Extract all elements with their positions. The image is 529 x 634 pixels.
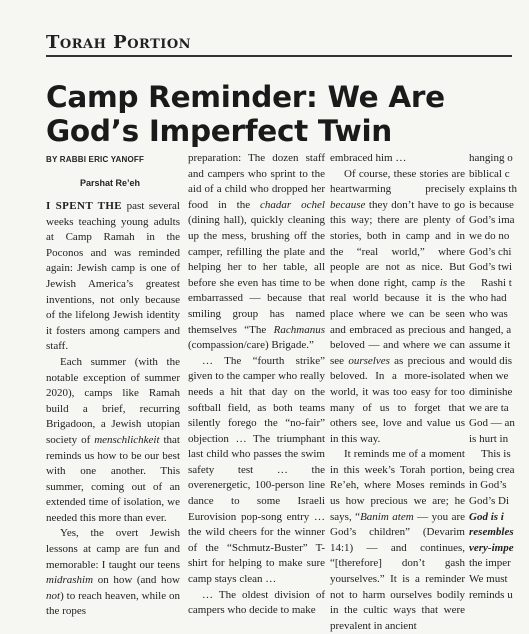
paragraph	[469, 541, 529, 557]
paragraph	[469, 291, 529, 307]
paragraph	[469, 510, 529, 526]
italic-run: God is i	[469, 510, 504, 523]
article-column-2	[188, 151, 325, 617]
text-run: (compassion/care) Brigade.”	[188, 339, 314, 352]
text-run: would dis	[469, 354, 513, 367]
text-run: God — an	[469, 417, 515, 430]
text-run: God’s chi	[469, 245, 512, 258]
paragraph	[469, 447, 529, 463]
article-column-4	[469, 151, 529, 601]
paragraph	[469, 260, 529, 276]
paragraph	[469, 494, 529, 510]
paragraph	[46, 526, 180, 620]
text-run: (dining hall), quickly cleaning up the mess, brushing off the camper, refilling the plate and helping her to her table, all before she even has time to be embarrassed — because that smiling group has named themselves “The	[188, 214, 325, 336]
text-run: Yes, the overt Jewish lessons at camp are fun and memorable: I taught our teens	[46, 527, 180, 571]
text-run: is because	[469, 198, 514, 211]
italic-run: resembles	[469, 526, 514, 539]
article-column-1	[46, 199, 180, 618]
headline: Camp Reminder: We Are God’s Imperfect Twin	[46, 80, 445, 148]
text-run: we do no	[469, 229, 510, 242]
text-run: who had	[469, 292, 507, 305]
paragraph	[469, 401, 529, 417]
paragraph	[330, 151, 465, 167]
italic-run: very-impe	[469, 541, 514, 554]
text-run: as precious and beloved. In a more-isolated world, it was too easy for too many of us to forget that others see, love and value us in this way.	[330, 354, 466, 445]
italic-run: Banim atem	[360, 510, 414, 523]
paragraph	[469, 213, 529, 229]
italic-run: because	[330, 198, 366, 211]
kicker-rule	[46, 55, 512, 57]
text-run: being crea	[469, 463, 515, 476]
text-run: hanging o	[469, 152, 513, 164]
text-run: embraced him …	[330, 152, 407, 164]
paragraph	[469, 229, 529, 245]
italic-run: not	[46, 589, 61, 602]
paragraph	[469, 385, 529, 401]
text-run: on how (and how	[93, 574, 180, 587]
lead-in: I SPENT THE	[46, 200, 123, 212]
text-run: the real world because it is the place where we can be seen and embraced as precious and beloved — and where we can see	[330, 276, 465, 367]
text-run: we are ta	[469, 401, 509, 414]
text-run: … The oldest division of campers who decide to make	[188, 588, 325, 617]
text-run: We must	[469, 573, 508, 586]
paragraph	[46, 355, 180, 527]
paragraph	[469, 323, 529, 339]
text-run: This is	[481, 448, 511, 461]
paragraph	[469, 432, 529, 448]
text-run: hanged, a	[469, 323, 512, 336]
paragraph	[469, 276, 529, 292]
paragraph	[469, 307, 529, 323]
text-run: preparation: The dozen staff and campers who sprint to the aid of a child who dropped her food in the	[188, 152, 325, 211]
paragraph	[469, 369, 529, 385]
text-run: is hurt in	[469, 432, 509, 445]
text-run: … The “fourth strike” given to the camper who really needs a hit that day on the softball field, as both teams silently forego the “no-fair” objection … The triumphant last child who passes the swim safety test … the overenergetic, 100-person line dance to some Israeli Eurovision pop-song entry … the wild cheers for the winner of the “Schmutz-Buster” T-shirt for helping to make sure camp stays clean …	[188, 354, 325, 586]
paragraph	[330, 167, 465, 448]
text-run: assume it	[469, 339, 511, 352]
paragraph	[469, 478, 529, 494]
text-run: ) to reach heaven, while on the ropes	[46, 589, 180, 618]
italic-run: ourselves	[348, 354, 390, 367]
text-run: explains th	[469, 183, 517, 196]
text-run: Each summer (with the notable exception of summer 2020), camps like Ramah build a brief, recurring Brigadoon, a Jewish utopian society of	[46, 355, 180, 446]
paragraph	[46, 199, 180, 355]
paragraph	[469, 151, 529, 167]
text-run: God’s ima	[469, 214, 515, 227]
section-kicker: Torah Portion	[46, 32, 192, 53]
text-run: God’s twi	[469, 261, 513, 274]
text-run: that reminds us how to be our best with one another. This summer, coming out of an extended time of isolation, we needed this more than ever.	[46, 433, 180, 524]
text-run: biblical c	[469, 167, 510, 180]
text-run: diminishe	[469, 385, 513, 398]
paragraph	[469, 338, 529, 354]
paragraph	[188, 151, 325, 354]
italic-run: Rachmanus	[273, 323, 325, 336]
paragraph	[469, 463, 529, 479]
text-run: they don’t have to go this way; there are plenty of stories, both in camp and in the “real world,” where people are not as nice. But when done right, camp	[330, 198, 465, 289]
byline: BY RABBI ERIC YANOFF	[46, 155, 145, 164]
parsha-name: Parshat Re’eh	[80, 178, 141, 188]
paragraph	[330, 447, 465, 634]
paragraph	[469, 416, 529, 432]
text-run: past several weeks teaching young adults at Camp Ramah in the Poconos and was reminded again: Jewish camp is one of Jewish America’s greatest inventions, not only because of the lifelong Jewish identity it fosters among campers and staff.	[46, 200, 180, 353]
text-run: Of course, these stories are heartwarming precisely	[330, 167, 465, 196]
paragraph	[469, 572, 529, 588]
paragraph	[469, 588, 529, 604]
text-run: Rashi t	[481, 276, 512, 289]
paragraph	[469, 245, 529, 261]
text-run: the imper	[469, 557, 511, 570]
paragraph	[469, 354, 529, 370]
italic-run: menschlichkeit	[94, 433, 160, 446]
italic-run: chadar ochel	[260, 198, 325, 211]
text-run: God’s Di	[469, 495, 510, 508]
italic-run: is	[439, 276, 448, 289]
text-run: reminds u	[469, 588, 513, 601]
text-run: when we	[469, 370, 509, 383]
paragraph	[188, 588, 325, 619]
text-run: — you are God’s children” (Devarim 14:1) — and continues, “[therefore] don’t gash yourselves.” It is a reminder not to harm ourselves bodily in the cultic ways that were prevalent in ancient	[330, 510, 465, 632]
paragraph	[469, 525, 529, 541]
italic-run: midrashim	[46, 574, 94, 587]
text-run: in God’s	[469, 479, 507, 492]
paragraph	[469, 556, 529, 572]
article-column-3	[330, 151, 466, 632]
text-run: It reminds me of a moment in this week’s Torah portion, Re’eh, where Moses reminds us how precious we are; he says, “	[330, 448, 465, 523]
text-run: who was	[469, 307, 508, 320]
paragraph	[469, 198, 529, 214]
paragraph	[188, 354, 325, 588]
paragraph	[469, 182, 529, 198]
paragraph	[469, 167, 529, 183]
